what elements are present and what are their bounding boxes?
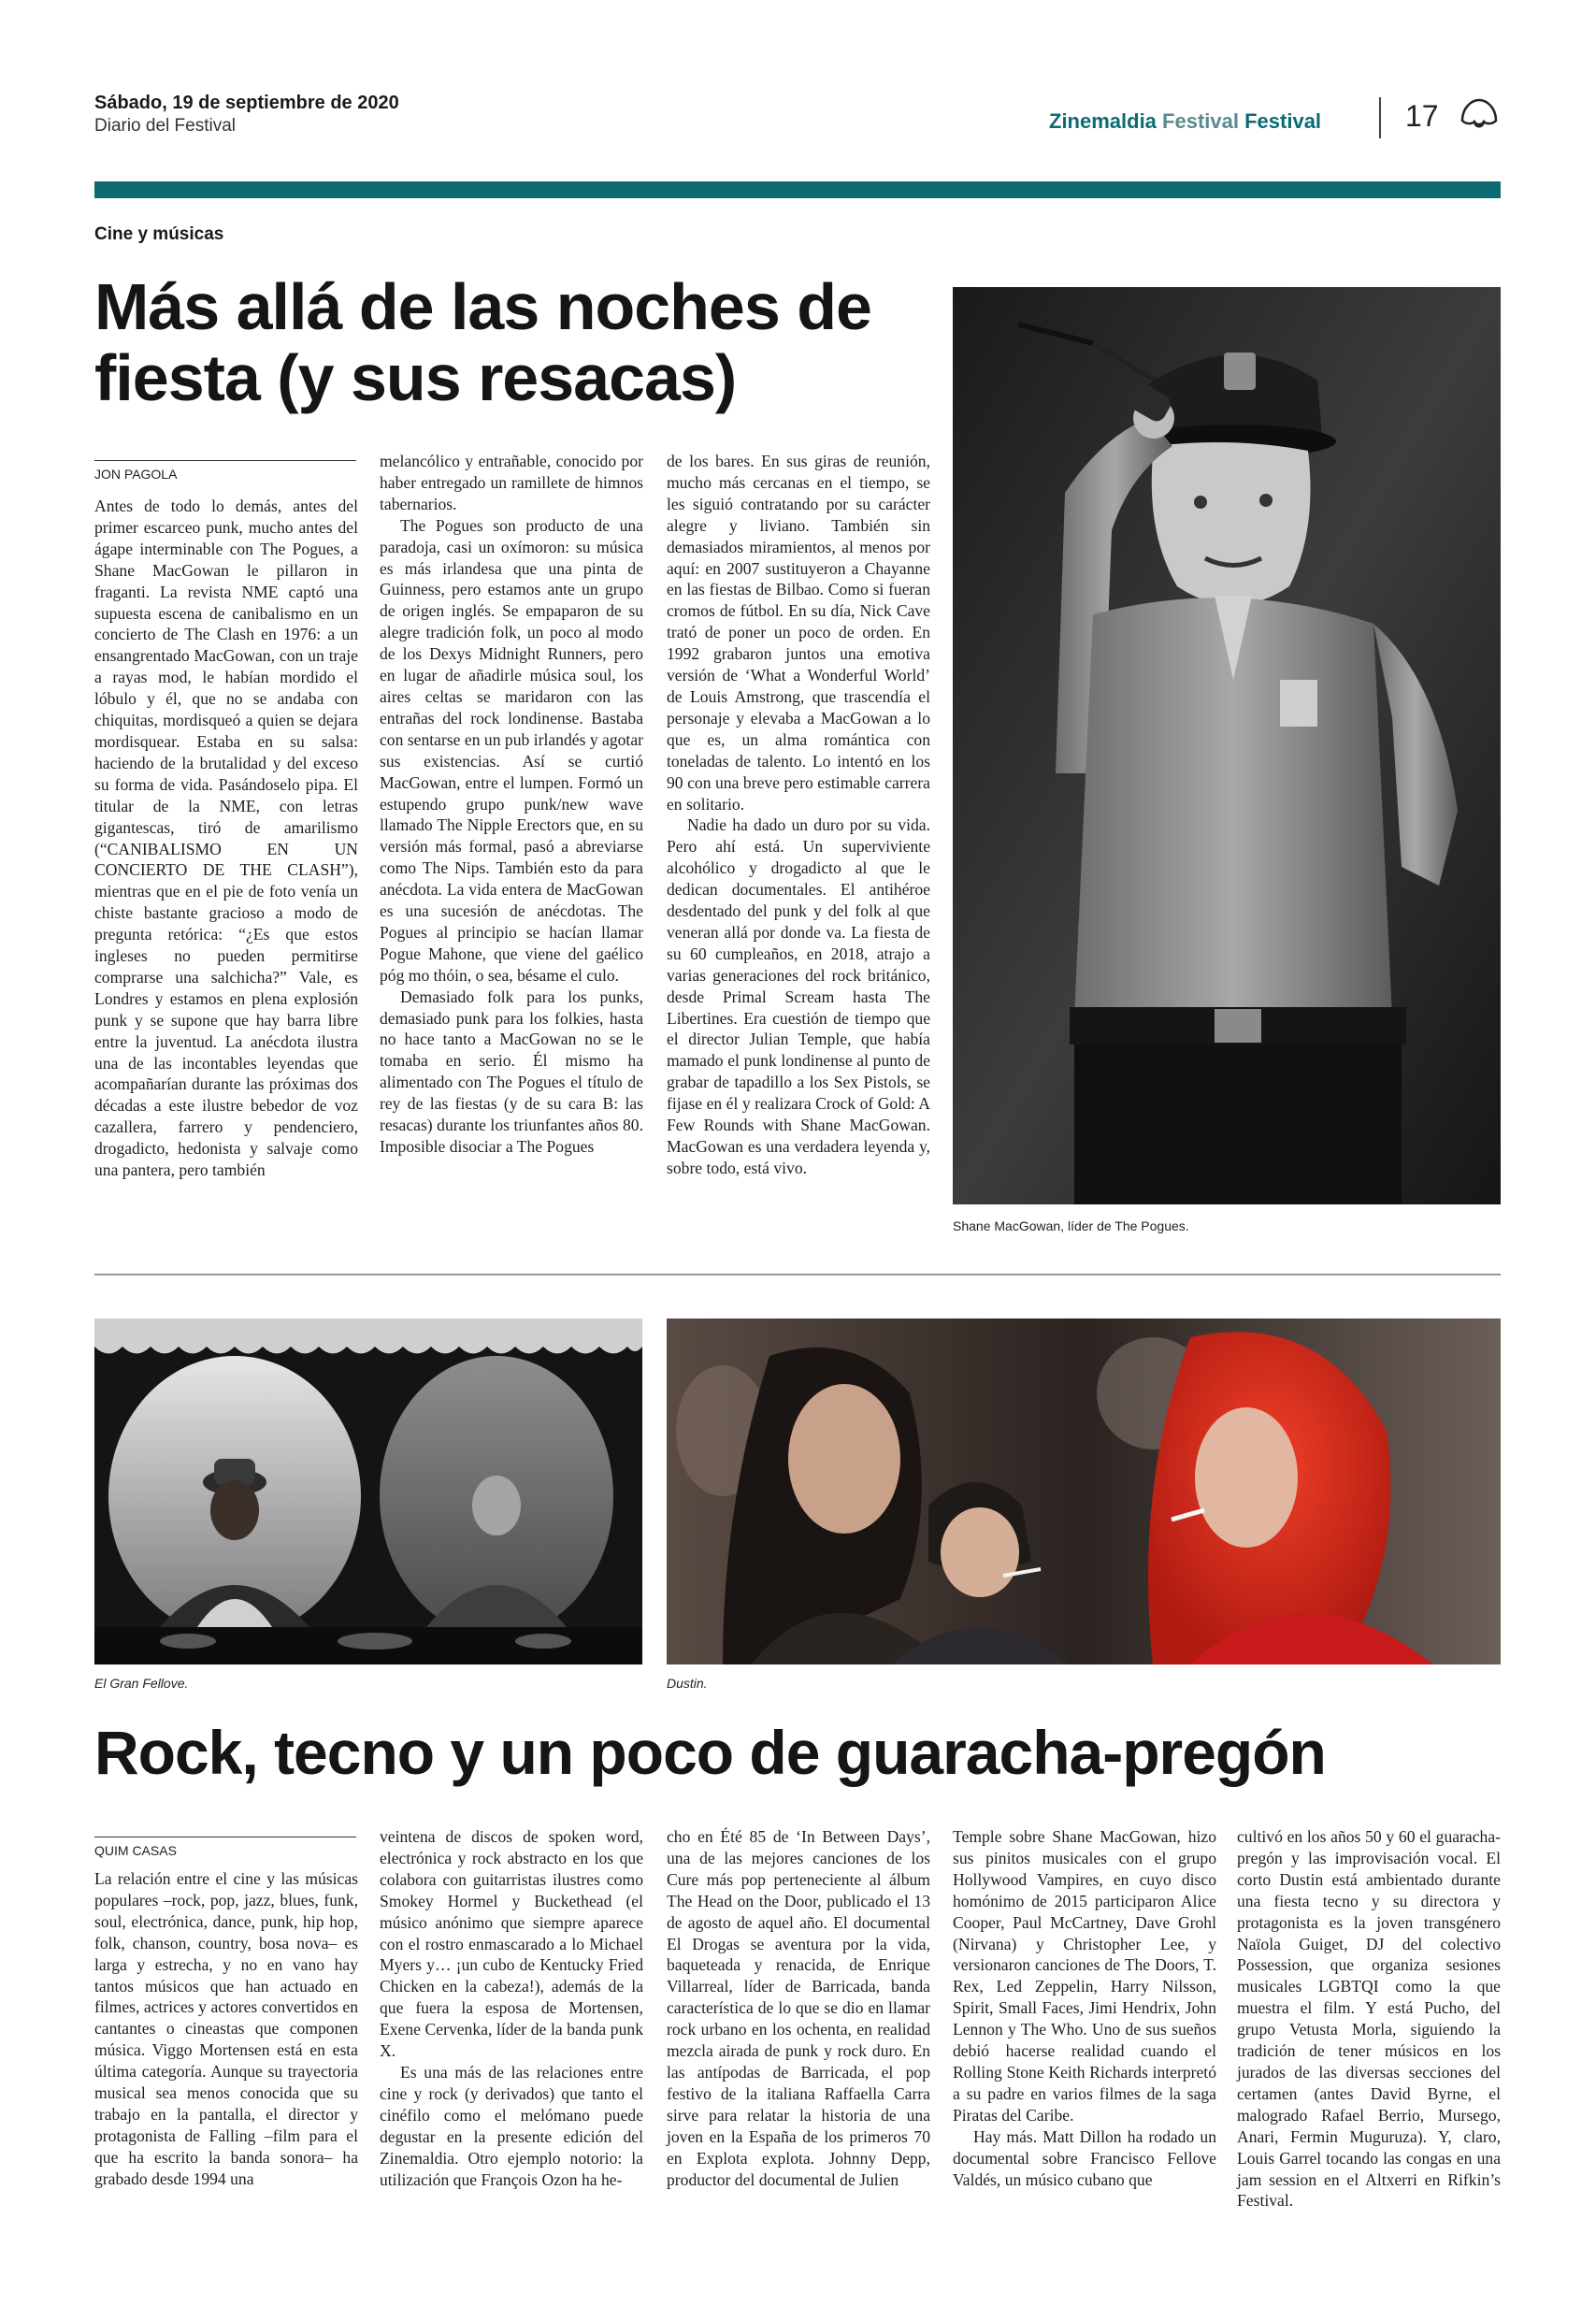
article2-col3-p1: cho en Été 85 de ‘In Between Days’, una de las mejores canciones de los Cure más pop perteneciente al álbum The Head on the Door, publicado el 13 de agosto de aquel año. El documental El Drogas se aventura por la vida, baqueteada y renacida, de Enrique Villarreal, líder de Barricada, banda característica de lo que se dio en llamar rock urbano en los ochenta, en realidad mezcla airada de punk y rock duro. En las antípodas de Barricada, el pop festivo de la italiana Raffaella Carra sirve para relatar la historia de una joven en la España de los primeros 70 en Explota explota. Johnny Depp, productor del documental de Julien: [667, 1827, 930, 2189]
festival-brand: [1049, 109, 1321, 134]
article1-column-2: [380, 451, 643, 1158]
article2-col2-p2: Es una más de las relaciones entre cine y rock (y derivados) que tanto el cinéfilo como el melómano puede degustar en la presente edición del Zinemaldia. Otro ejemplo notorio: la utilización que François Ozon ha he-: [380, 2062, 643, 2189]
article2-column-3: [667, 1826, 930, 2190]
header-teal-bar: [94, 181, 1501, 198]
article2-col5-p1: cultivó en los años 50 y 60 el guaracha-pregón y las improvisación vocal. El corto Dustin está ambientado durante una fiesta tecno y su directora y protagonista es la joven transgénero Naïola Guiget, DJ del colectivo Possession, que organiza sesiones musicales LGBTQI como la que muestra el film. Y está Pucho, del grupo Vetusta Morla, siguiendo la tradición de tener músicos en los jurados de las diversas secciones del certamen (antes David Byrne, el malogrado Rafael Berrio, Mursego, Anari, Fermin Muguruza). Y, claro, Louis Garrel tocando las congas en una jam session en el Altxerri en Rifkin’s Festival.: [1237, 1827, 1501, 2211]
article1-col2-p1: melancólico y entrañable, conocido por haber entregado un ramillete de himnos tabernarios.: [380, 452, 643, 513]
fellove-photo-caption: El Gran Fellove.: [94, 1676, 189, 1691]
article2-author: QUIM CASAS: [94, 1837, 356, 1858]
article1-col2-p3: Demasiado folk para los punks, demasiado punk para los folkies, hasta no hace tanto a MacGowan no se le tomaba en serio. Él mismo ha alimentado con The Pogues el título de rey de las fiestas (y de su cara B: las resacas) durante los triunfantes años 80. Imposible disociar a The Pogues: [380, 987, 643, 1156]
article2-column-1: [94, 1868, 358, 2190]
el-gran-fellove-photo: [94, 1319, 642, 1664]
dustin-photo-caption: Dustin.: [667, 1676, 708, 1691]
dustin-photo: [667, 1319, 1501, 1664]
brand-part-2: Festival: [1162, 109, 1239, 133]
article2-col1-p1: La relación entre el cine y las músicas populares –rock, pop, jazz, blues, funk, soul, electrónica, dance, punk, hip hop, folk, chanson, country, bosa nova– es larga y estrecha, y no en vano hay tantos músicos que han actuado en filmes, actrices y actores convertidos en cantantes o cineastas que componen música. Viggo Mortensen está en esta última categoría. Aunque su trayectoria musical sea menos conocida que su trabajo en la pantalla, el director y protagonista de Falling –film para el que ha escrito la banda sonora– ha grabado desde 1994 una: [94, 1869, 358, 2188]
section-label: Cine y músicas: [94, 224, 224, 244]
header-divider: [1379, 97, 1381, 138]
article1-col3-p2: Nadie ha dado un duro por su vida. Pero ahí está. Un superviviente alcohólico y drogadicto al que le dedican documentales. El antihéroe desdentado del punk y del folk al que veneran allá por donde va. La fiesta de su 60 cumpleaños, en 2018, atrajo a varias generaciones del rock británico, desde Primal Scream hasta The Libertines. Era cuestión de tiempo que el director Julian Temple, que había mamado el punk londinense al punto de grabar de tapadillo a los Sex Pistols, se fijase en él y realizara Crock of Gold: A Few Rounds with Shane MacGowan. MacGowan es una verdadera leyenda y, sobre todo, está vivo.: [667, 815, 930, 1177]
page-number: 17: [1405, 99, 1439, 133]
article1-col2-p2: The Pogues son producto de una paradoja, casi un oxímoron: su música es más irlandesa que una pinta de Guinness, pero estamos ante un grupo de origen inglés. Se empaparon de su alegre tradición folk, un poco al modo de los Dexys Midnight Runners, pero en lugar de añadirle música soul, los aires celtas se maridaron con las entrañas del rock londinense. Bastaba con sentarse en un pub irlandés y agotar sus existencias. Así se curtió MacGowan, entre el lumpen. Formó un estupendo grupo punk/new wave llamado The Nipple Erectors que, en su versión más formal, pasó a abreviarse como The Nips. También esto da para anécdota. La vida entera de MacGowan es una sucesión de anécdotas. The Pogues al principio se hacían llamar Pogue Mahone, que viene del gaélico póg mo thóin, o sea, bésame el culo.: [380, 515, 643, 985]
article1-col1-p1: Antes de todo lo demás, antes del primer escarceo punk, mucho antes del ágape interminable con The Pogues, a Shane MacGowan le pillaron in fraganti. La revista NME captó una supuesta escena de canibalismo en un concierto de The Clash en 1976: a un ensangrentado MacGowan, con un traje a rayas mod, le habían mordido el lóbulo y él, que no se andaba con chiquitas, mordisqueó a quien se dejara mordisquear. Estaba en su salsa: haciendo de la brutalidad y del exceso su forma de vida. Pasándoselo pipa. El titular de la NME, con letras gigantescas, tiró de amarilismo (“CANIBALISMO EN UN CONCIERTO DE THE CLASH”), mientras que en el pie de foto venía un chiste bastante gracioso a modo de pregunta retórica: “¿Es que estos ingleses no pueden permitirse comprarse una salchicha?” Vale, es Londres y estamos en plena explosión punk y se supone que hay barra libre entre la juventud. La anécdota ilustra una de las incontables leyendas que acompañarían durante las próximas dos décadas a este ilustre bebedor de voz cazallera, farrero y pendenciero, drogadicto, hedonista y salvaje como una pantera, pero también: [94, 497, 358, 1180]
section-divider: [94, 1274, 1501, 1275]
article2-column-2: [380, 1826, 643, 2190]
article1-title: Más allá de las noches de fiesta (y sus resacas): [94, 270, 871, 414]
article1-author: JON PAGOLA: [94, 460, 356, 482]
shell-logo-icon: [1459, 96, 1500, 137]
article1-column-3: [667, 451, 930, 1179]
article2-col4-p2: Hay más. Matt Dillon ha rodado un documental sobre Francisco Fellove Valdés, un músico cubano que: [953, 2126, 1216, 2189]
article1-col3-p1: de los bares. En sus giras de reunión, mucho más cercanas en el tiempo, se les siguió contratando por su carácter alegre y liviano. También sin demasiados miramientos, al menos por aquí: en 2007 sustituyeron a Chayanne en las fiestas de Bilbao. Como si fueran cromos de fútbol. En su día, Nick Cave trató de poner un poco de orden. En 1992 grabaron juntos una emotiva versión de ‘What a Wonderful World’ de Louis Amstrong, que trascendía el personaje y elevaba a MacGowan a lo que es, un alma romántica con toneladas de talento. Lo intentó en los 90 con una breve pero estimable carrera en solitario.: [667, 452, 930, 814]
article2-column-5: [1237, 1826, 1501, 2212]
article2-col4-p1: Temple sobre Shane MacGowan, hizo sus pinitos musicales con el grupo Hollywood Vampires, en cuyo disco homónimo de 2015 participaron Alice Cooper, Paul McCartney, Dave Grohl (Nirvana) y Christopher Lee, y versionaron canciones de The Doors, T. Rex, Led Zeppelin, Harry Nilsson, Spirit, Small Faces, Jimi Hendrix, John Lennon y The Who. Uno de sus sueños debió hacerse realidad cuando el Rolling Stone Keith Richards interpretó a su padre en varios filmes de la saga Piratas del Caribe.: [953, 1827, 1216, 2125]
publication-name: Diario del Festival: [94, 116, 236, 136]
brand-part-1: Zinemaldia: [1049, 109, 1157, 133]
brand-part-3: Festival: [1244, 109, 1322, 133]
article2-col2-p1: veintena de discos de spoken word, electrónica y rock abstracto en los que colabora con guitarristas ilustres como Smokey Hormel y Buckethead (el músico anónimo que siempre aparece con el rostro enmascarado a lo Michael Myers y… ¡un cubo de Kentucky Fried Chicken en la cabeza!), además de la que fuera la esposa de Mortensen, Exene Cervenka, líder de la banda punk X.: [380, 1827, 643, 2061]
shane-macgowan-photo: [953, 287, 1501, 1204]
shane-photo-caption: Shane MacGowan, líder de The Pogues.: [953, 1218, 1189, 1233]
article1-column-1: [94, 496, 358, 1181]
article2-title: Rock, tecno y un poco de guaracha-pregón: [94, 1718, 1326, 1787]
issue-date: Sábado, 19 de septiembre de 2020: [94, 93, 399, 113]
article2-column-4: [953, 1826, 1216, 2190]
